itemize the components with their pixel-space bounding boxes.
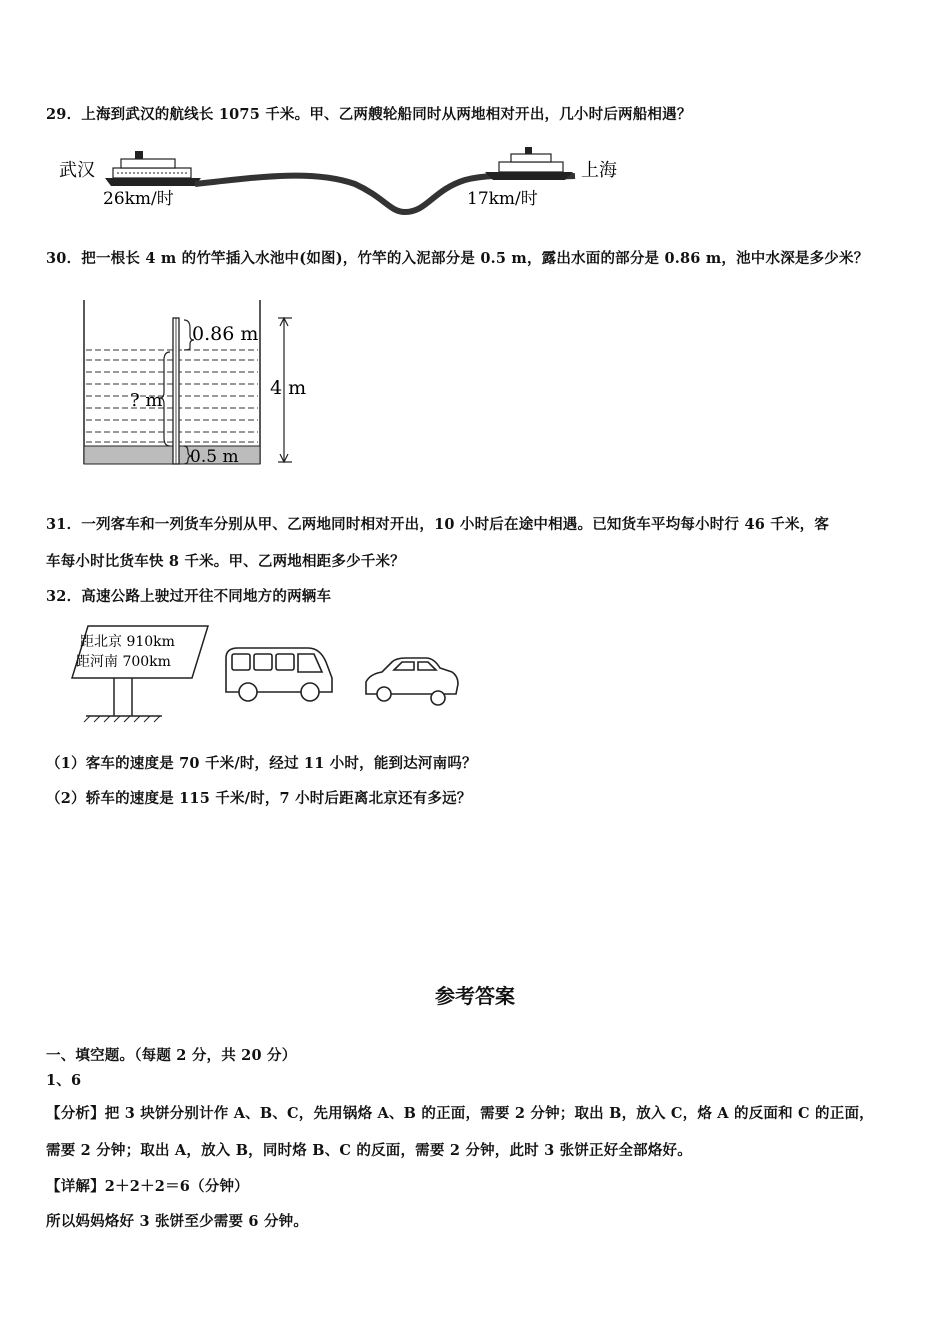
question-32: 32．高速公路上驶过开往不同地方的两辆车 <box>46 588 332 605</box>
conclusion-line: 所以妈妈烙好 3 张饼至少需要 6 分钟。 <box>46 1213 309 1230</box>
question-29: 29．上海到武汉的航线长 1075 千米。甲、乙两艘轮船同时从两地相对开出，几小时后两船相遇？ <box>46 106 692 123</box>
question-30: 30．把一根长 4 m 的竹竿插入水池中(如图)，竹竿的入泥部分是 0.5 m，露出水面的部分是 0.86 m，池中水深是多少米？ <box>46 250 869 267</box>
left-city-label: 武汉 <box>59 160 95 181</box>
mud-depth-label: 0.5 m <box>190 447 239 467</box>
answers-title: 参考答案 <box>435 984 515 1008</box>
car-icon <box>366 658 458 705</box>
analysis-line1: 【分析】把 3 块饼分别计作 A、B、C，先用锅烙 A、B 的正面，需要 2 分钟；取出 B，放入 C，烙 A 的反面和 C 的正面， <box>46 1105 874 1122</box>
ship-icon <box>485 147 573 180</box>
question-32-sub2: （2）轿车的速度是 115 千米/时，7 小时后距离北京还有多远？ <box>46 790 472 807</box>
pool-figure <box>80 298 320 470</box>
water-lines <box>86 350 258 442</box>
highway-figure <box>70 622 470 724</box>
analysis-line2: 需要 2 分钟；取出 A，放入 B，同时烙 B、C 的反面，需要 2 分钟，此时 3 张饼正好全部烙好。 <box>46 1142 692 1159</box>
sign-line1: 距北京 910km <box>80 634 175 650</box>
bus-icon <box>226 648 332 701</box>
total-length-label: 4 m <box>270 377 307 399</box>
question-31-line2: 车每小时比货车快 8 千米。甲、乙两地相距多少千米？ <box>46 553 405 570</box>
section-heading: 一、填空题。（每题 2 分，共 20 分） <box>46 1047 297 1064</box>
question-32-sub1: （1）客车的速度是 70 千米/时，经过 11 小时，能到达河南吗？ <box>46 755 477 772</box>
left-speed-label: 26km/时 <box>103 189 174 209</box>
sign-line2: 距河南 700km <box>76 654 171 670</box>
road-sign <box>72 626 208 722</box>
question-31-line1: 31．一列客车和一列货车分别从甲、乙两地同时相对开出，10 小时后在途中相遇。已知货车平均每小时行 46 千米，客 <box>46 516 830 533</box>
ship-route-figure <box>55 140 635 220</box>
answer-1-label: 1、6 <box>46 1072 82 1089</box>
detail-line: 【详解】2＋2＋2＝6（分钟） <box>46 1178 249 1195</box>
right-city-label: 上海 <box>581 160 617 181</box>
above-water-label: 0.86 m <box>192 323 259 345</box>
right-speed-label: 17km/时 <box>467 189 538 209</box>
unknown-depth-label: ? m <box>130 390 163 411</box>
ship-icon <box>105 151 201 186</box>
